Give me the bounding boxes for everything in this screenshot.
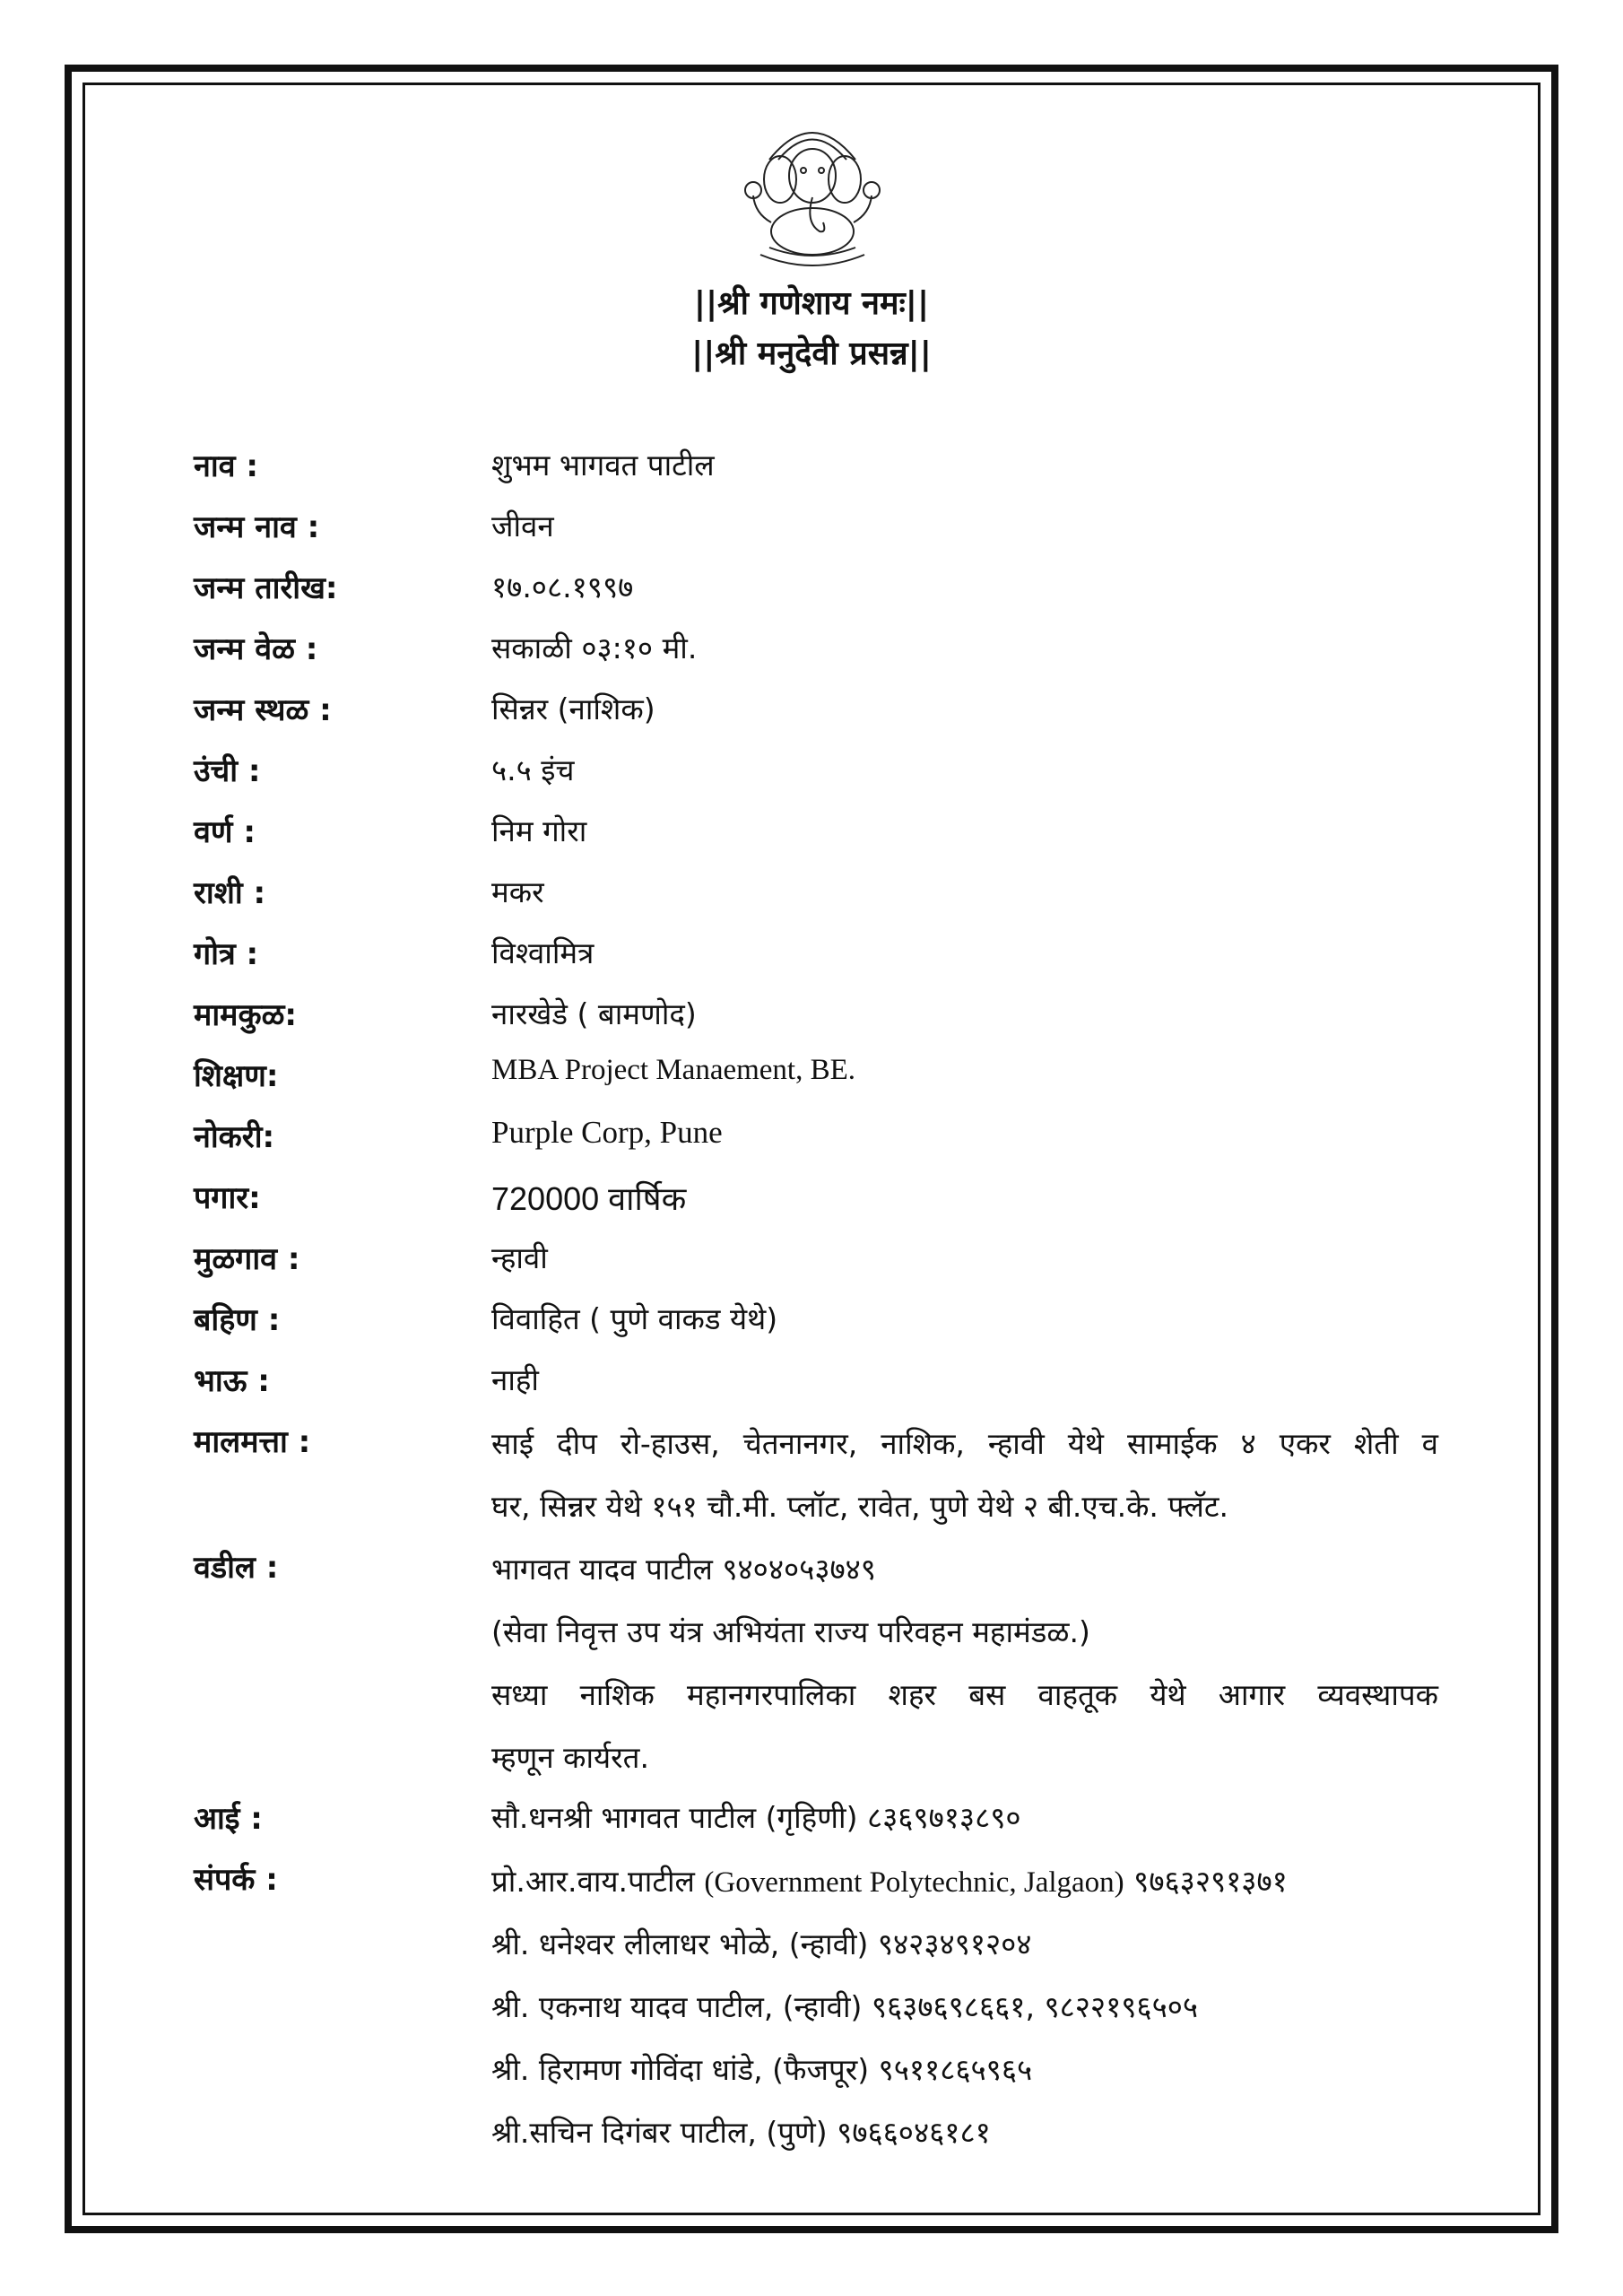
father-line: म्हणून कार्यरत. <box>491 1740 649 1775</box>
father-line: सध्या नाशिक महानगरपालिका शहर बस वाहतूक येथे आगार व्यवस्थापक <box>491 1677 1438 1712</box>
field-value: 720000 वार्षिक <box>491 1180 687 1217</box>
field-value: MBA Project Manaement, BE. <box>491 1054 856 1086</box>
field-value: सौ.धनश्री भागवत पाटील (गृहिणी) ८३६९७१३८९० <box>491 1800 1021 1835</box>
field-row-maternal-family <box>0 993 1623 1052</box>
field-value: सिन्नर (नाशिक) <box>491 691 655 726</box>
field-row-birth-place <box>0 688 1623 747</box>
contact-line: श्री. धनेश्वर लीलाधर भोळे, (न्हावी) ९४२३४९१२०४ <box>491 1926 1032 1961</box>
field-row-rashi <box>0 871 1623 930</box>
father-line: भागवत यादव पाटील ९४०४०५३७४९ <box>491 1552 876 1587</box>
field-row-father <box>0 1545 1623 1796</box>
field-row-contacts <box>0 1857 1623 2180</box>
field-label: आई : <box>194 1801 263 1837</box>
field-value: Purple Corp, Pune <box>491 1115 723 1150</box>
field-label: नाव : <box>194 448 259 484</box>
field-label: मालमत्ता : <box>194 1424 311 1460</box>
field-row-job <box>0 1115 1623 1174</box>
field-value: शुभम भागवत पाटील <box>491 448 715 483</box>
field-value: विवाहित ( पुणे वाकड येथे) <box>491 1301 778 1336</box>
field-label: पगार: <box>194 1180 261 1216</box>
field-row-birth-name <box>0 505 1623 564</box>
field-row-brother <box>0 1359 1623 1418</box>
invocation-line-1: ||श्री गणेशाय नमः|| <box>693 285 930 322</box>
field-row-property <box>0 1420 1623 1545</box>
field-label: उंची : <box>194 753 261 789</box>
field-label: गोत्र : <box>194 936 259 972</box>
field-label: भाऊ : <box>194 1363 270 1399</box>
field-value: १७.०८.१९९७ <box>491 570 634 604</box>
field-value: निम गोरा <box>491 813 587 848</box>
field-row-mother <box>0 1796 1623 1856</box>
field-value: न्हावी <box>491 1240 548 1275</box>
field-label: मामकुळ: <box>194 997 298 1033</box>
field-row-name <box>0 444 1623 503</box>
contact-line: श्री. एकनाथ यादव पाटील, (न्हावी) ९६३७६९८६६१, ९८२२१९६५०५ <box>491 1989 1199 2024</box>
field-row-sister <box>0 1298 1623 1357</box>
field-value <box>491 1420 1438 1545</box>
contact-line: श्री.सचिन दिगंबर पाटील, (पुणे) ९७६६०४६१८१ <box>491 2115 991 2150</box>
contact-name: प्रो.आर.वाय.पाटील <box>491 1864 705 1899</box>
field-value: ५.५ इंच <box>491 752 575 787</box>
field-row-birth-date <box>0 566 1623 625</box>
field-value: सकाळी ०३:१० मी. <box>491 631 698 665</box>
field-row-education <box>0 1054 1623 1113</box>
contact-institution: (Government Polytechnic, Jalgaon) <box>704 1866 1124 1899</box>
field-label: जन्म स्थळ : <box>194 692 332 728</box>
ganesha-icon <box>733 97 891 276</box>
field-label: शिक्षण: <box>194 1058 279 1094</box>
contact-line <box>491 1857 1438 1920</box>
field-row-birth-time <box>0 627 1623 686</box>
father-line: (सेवा निवृत्त उप यंत्र अभियंता राज्य परिवहन महामंडळ.) <box>491 1614 1090 1649</box>
field-label: बहिण : <box>194 1302 281 1338</box>
property-line: साई दीप रो-हाउस, चेतनानगर, नाशिक, न्हावी येथे सामाईक ४ एकर शेती व <box>491 1426 1438 1461</box>
contact-phone: ९७६३२९१३७१ <box>1124 1864 1288 1899</box>
field-value: नारखेडे ( बामणोद) <box>491 996 697 1031</box>
field-value <box>491 1545 1438 1796</box>
contact-line: श्री. हिरामण गोविंदा धांडे, (फैजपूर) ९५११८६५९६५ <box>491 2052 1033 2087</box>
field-row-native-village <box>0 1237 1623 1296</box>
field-row-complexion <box>0 810 1623 869</box>
field-label: नोकरी: <box>194 1119 275 1155</box>
field-label: जन्म वेळ : <box>194 631 318 667</box>
field-row-salary <box>0 1176 1623 1235</box>
field-label: संपर्क : <box>194 1862 278 1898</box>
invocation-line-2: ||श्री मनुदेवी प्रसन्न|| <box>691 335 932 372</box>
field-row-height <box>0 749 1623 808</box>
field-value: जीवन <box>491 509 554 544</box>
field-value: मकर <box>491 874 544 909</box>
field-label: वडील : <box>194 1550 279 1586</box>
field-label: मुळगाव : <box>194 1241 300 1277</box>
field-value: नाही <box>491 1362 539 1397</box>
field-label: वर्ण : <box>194 814 256 850</box>
field-value <box>491 1857 1438 2171</box>
field-row-gotra <box>0 932 1623 991</box>
field-label: राशी : <box>194 875 266 911</box>
field-label: जन्म नाव : <box>194 509 320 545</box>
field-label: जन्म तारीख: <box>194 570 338 606</box>
field-value: विश्वामित्र <box>491 935 595 970</box>
property-line: घर, सिन्नर येथे १५१ चौ.मी. प्लॉट, रावेत, पुणे येथे २ बी.एच.के. फ्लॅट. <box>491 1489 1228 1524</box>
